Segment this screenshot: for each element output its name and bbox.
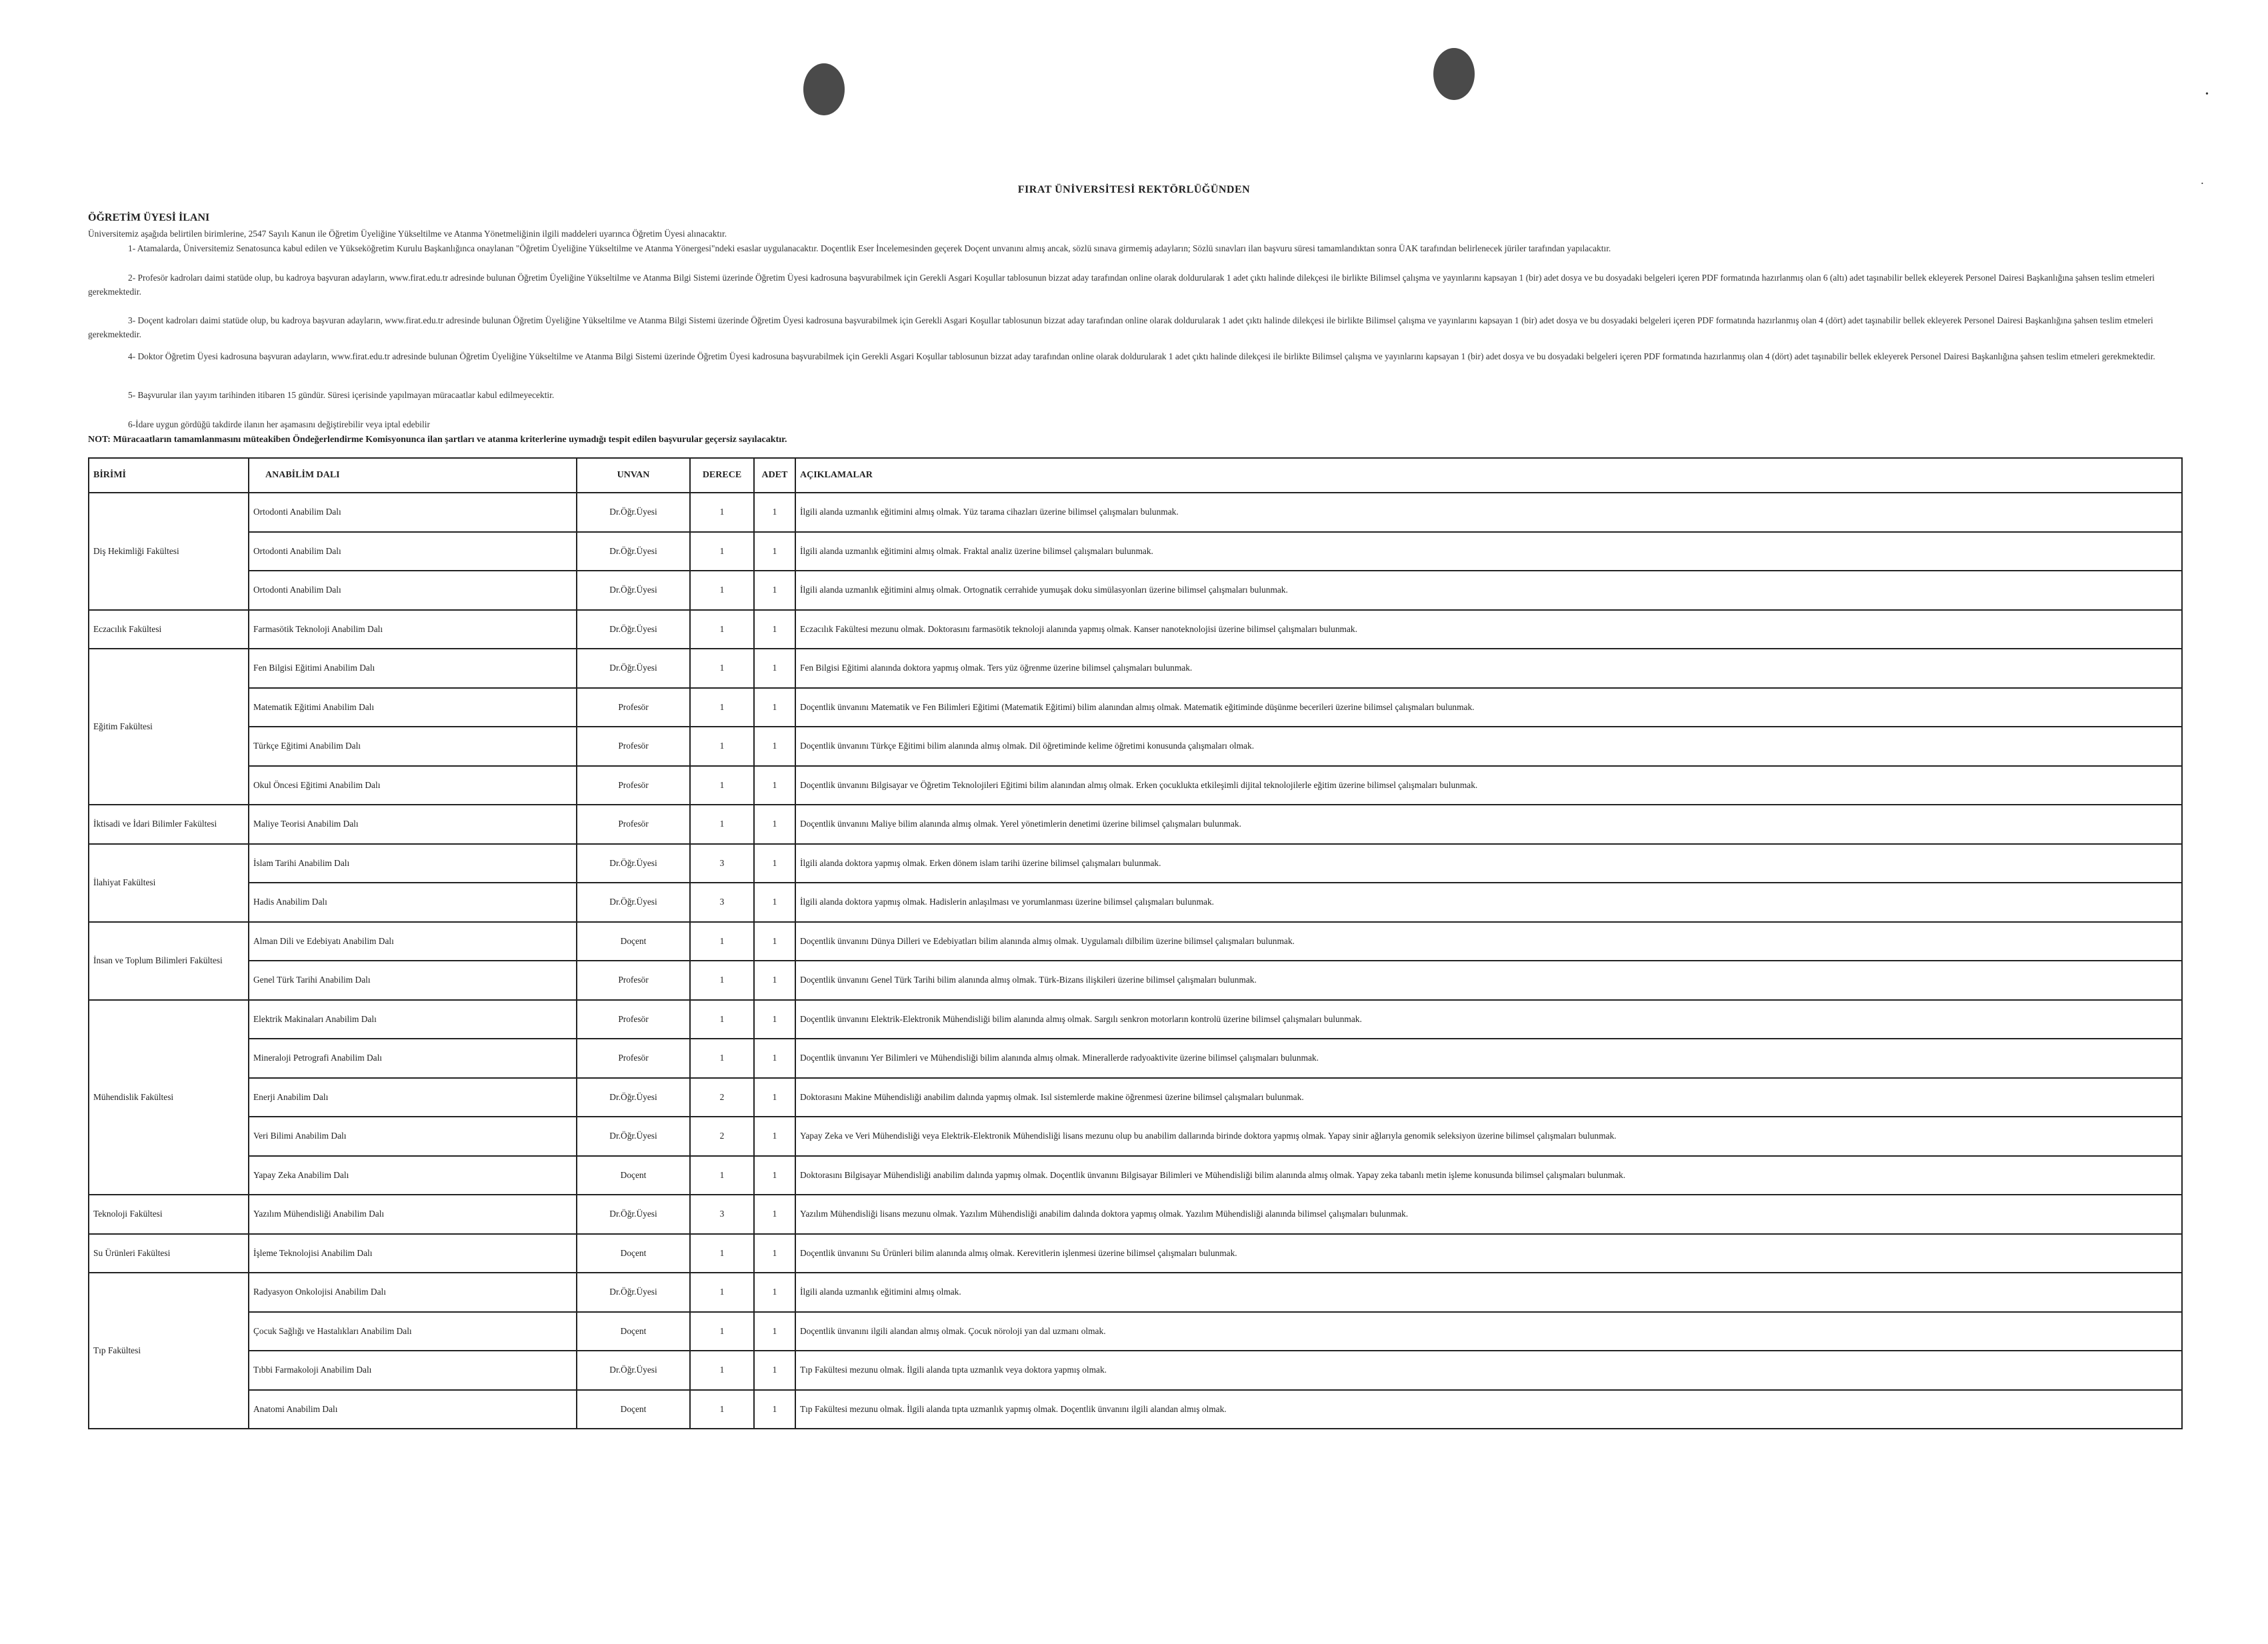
title-cell: Profesör	[577, 805, 690, 844]
department-cell: Farmasötik Teknoloji Anabilim Dalı	[249, 610, 577, 649]
department-cell: Genel Türk Tarihi Anabilim Dalı	[249, 961, 577, 1000]
table-row	[89, 1390, 2182, 1429]
unit-cell: Tıp Fakültesi	[89, 1273, 249, 1429]
header-title: UNVAN	[577, 458, 690, 493]
announcement-heading: ÖĞRETİM ÜYESİ İLANI	[88, 212, 210, 223]
rule-paragraph-4: 4- Doktor Öğretim Üyesi kadrosuna başvuran adayların, www.firat.edu.tr adresinde bulunan Öğretim Üyeliğine Yükseltilme ve Atanma Bilgi Sistemi üzerinde Öğretim Üyesi kadrosuna başvurabilmek için Gerekli Asgari Koşullar tablosunun bizzat aday tarafından online olarak doldurularak 1 adet çıktı halinde dilekçesi ile birlikte Bilimsel çalışma ve yayınlarını kapsayan 1 (bir) adet dosya ve bu dosyadaki belgeleri içeren PDF formatında hazırlanmış olan 4 (dört) adet taşınabilir bellek ekleyerek Personel Dairesi Başkanlığına şahsen teslim etmeleri gerekmektedir.	[128, 351, 2155, 361]
count-cell: 1	[754, 1117, 795, 1156]
table-row	[89, 883, 2182, 922]
table-row	[89, 493, 2182, 532]
title-cell: Dr.Öğr.Üyesi	[577, 493, 690, 532]
title-cell: Dr.Öğr.Üyesi	[577, 1351, 690, 1390]
description-cell: Fen Bilgisi Eğitimi alanında doktora yapmış olmak. Ters yüz öğrenme üzerine bilimsel çalışmaları bulunmak.	[795, 649, 2182, 688]
title-cell: Doçent	[577, 1234, 690, 1273]
count-cell: 1	[754, 727, 795, 766]
description-cell: Doçentlik ünvanını Matematik ve Fen Bilimleri Eğitimi (Matematik Eğitimi) bilim alanından almış olmak. Matematik eğitiminde düşünme becerileri üzerine bilimsel çalışmaları bulunmak.	[795, 688, 2182, 727]
count-cell: 1	[754, 1156, 795, 1195]
count-cell: 1	[754, 1039, 795, 1078]
degree-cell: 3	[690, 883, 754, 922]
rule-paragraph-5: 5- Başvurular ilan yayım tarihinden itibaren 15 gündür. Süresi içerisinde yapılmayan müracaatlar kabul edilmeyecektir.	[128, 390, 555, 400]
description-cell: Doçentlik ünvanını Su Ürünleri bilim alanında almış olmak. Kerevitlerin işlenmesi üzerine bilimsel çalışmaları bulunmak.	[795, 1234, 2182, 1273]
department-cell: Anatomi Anabilim Dalı	[249, 1390, 577, 1429]
table-row	[89, 922, 2182, 961]
title-cell: Doçent	[577, 922, 690, 961]
department-cell: Radyasyon Onkolojisi Anabilim Dalı	[249, 1273, 577, 1312]
header-count: ADET	[754, 458, 795, 493]
title-cell: Doçent	[577, 1156, 690, 1195]
unit-cell: Eğitim Fakültesi	[89, 649, 249, 805]
table-row	[89, 1078, 2182, 1117]
table-row	[89, 961, 2182, 1000]
description-cell: Yapay Zeka ve Veri Mühendisliği veya Elektrik-Elektronik Mühendisliği lisans mezunu olup bu anabilim dallarında birinde doktora yapmış olmak. Yapay sinir ağlarıyla genomik seleksiyon üzerine bilimsel çalışmaları bulunmak.	[795, 1117, 2182, 1156]
count-cell: 1	[754, 688, 795, 727]
department-cell: İslam Tarihi Anabilim Dalı	[249, 844, 577, 883]
degree-cell: 1	[690, 1390, 754, 1429]
table-body	[89, 493, 2182, 1429]
count-cell: 1	[754, 1078, 795, 1117]
department-cell: Yazılım Mühendisliği Anabilim Dalı	[249, 1195, 577, 1234]
unit-cell: Diş Hekimliği Fakültesi	[89, 493, 249, 610]
description-cell: Doçentlik ünvanını Genel Türk Tarihi bilim alanında almış olmak. Türk-Bizans ilişkileri üzerine bilimsel çalışmaları bulunmak.	[795, 961, 2182, 1000]
title-cell: Dr.Öğr.Üyesi	[577, 883, 690, 922]
degree-cell: 3	[690, 844, 754, 883]
table-row	[89, 805, 2182, 844]
title-cell: Dr.Öğr.Üyesi	[577, 1273, 690, 1312]
degree-cell: 1	[690, 1156, 754, 1195]
unit-cell: İktisadi ve İdari Bilimler Fakültesi	[89, 805, 249, 844]
unit-cell: Teknoloji Fakültesi	[89, 1195, 249, 1234]
degree-cell: 1	[690, 1351, 754, 1390]
scan-mark: ˙	[2200, 180, 2205, 195]
title-cell: Profesör	[577, 766, 690, 805]
table-row	[89, 1039, 2182, 1078]
description-cell: İlgili alanda doktora yapmış olmak. Hadislerin anlaşılması ve yorumlanması üzerine bilimsel çalışmaları bulunmak.	[795, 883, 2182, 922]
table-row	[89, 1195, 2182, 1234]
rule-paragraph-6: 6-İdare uygun gördüğü takdirde ilanın her aşamasını değiştirebilir veya iptal edebilir	[128, 419, 430, 429]
description-cell: İlgili alanda uzmanlık eğitimini almış olmak. Fraktal analiz üzerine bilimsel çalışmaları bulunmak.	[795, 532, 2182, 571]
table-row	[89, 766, 2182, 805]
department-cell: Ortodonti Anabilim Dalı	[249, 571, 577, 610]
unit-cell: Mühendislik Fakültesi	[89, 1000, 249, 1195]
description-cell: İlgili alanda uzmanlık eğitimini almış olmak. Yüz tarama cihazları üzerine bilimsel çalışmaları bulunmak.	[795, 493, 2182, 532]
department-cell: Mineraloji Petrografi Anabilim Dalı	[249, 1039, 577, 1078]
unit-cell: Su Ürünleri Fakültesi	[89, 1234, 249, 1273]
count-cell: 1	[754, 844, 795, 883]
header-department: ANABİLİM DALI	[249, 458, 577, 493]
count-cell: 1	[754, 1312, 795, 1351]
degree-cell: 2	[690, 1078, 754, 1117]
department-cell: Matematik Eğitimi Anabilim Dalı	[249, 688, 577, 727]
count-cell: 1	[754, 493, 795, 532]
department-cell: Maliye Teorisi Anabilim Dalı	[249, 805, 577, 844]
description-cell: Doçentlik ünvanını Yer Bilimleri ve Mühendisliği bilim alanında almış olmak. Minerallerde radyoaktivite üzerine bilimsel çalışmaları bulunmak.	[795, 1039, 2182, 1078]
scan-mark: •	[2205, 89, 2209, 99]
department-cell: Fen Bilgisi Eğitimi Anabilim Dalı	[249, 649, 577, 688]
description-cell: Eczacılık Fakültesi mezunu olmak. Doktorasını farmasötik teknoloji alanında yapmış olmak. Kanser nanoteknolojisi üzerine bilimsel çalışmaları bulunmak.	[795, 610, 2182, 649]
header-description: AÇIKLAMALAR	[795, 458, 2182, 493]
title-cell: Profesör	[577, 961, 690, 1000]
degree-cell: 1	[690, 727, 754, 766]
table-row	[89, 649, 2182, 688]
rule-paragraph-1: 1- Atamalarda, Üniversitemiz Senatosunca kabul edilen ve Yükseköğretim Kurulu Başkanlığınca onaylanan "Öğretim Üyeliğine Yükseltilme ve Atanma Yönergesi"ndeki esaslar uygulanacaktır. Doçentlik Eser İncelemesinden geçerek Doçent unvanını almış ancak, sözlü sınava girmemiş adayların; Sözlü sınavları ilan başvuru süresi tamamlandıktan sonra ÜAK tarafından belirlenecek jüriler tarafından yapılacaktır.	[128, 243, 1611, 253]
unit-cell: Eczacılık Fakültesi	[89, 610, 249, 649]
rule-paragraph-2: 2- Profesör kadroları daimi statüde olup, bu kadroya başvuran adayların, www.firat.edu.tr adresinde bulunan Öğretim Üyeliğine Yükseltilme ve Atanma Bilgi Sistemi üzerinde Öğretim Üyesi kadrosuna başvurabilmek için Gerekli Asgari Koşullar tablosunun bizzat aday tarafından online olarak doldurularak 1 adet çıktı halinde dilekçesi ile birlikte Bilimsel çalışma ve yayınlarını kapsayan 1 (bir) adet dosya ve bu dosyadaki belgeleri içeren PDF formatında hazırlanmış olan 6 (altı) adet taşınabilir bellek ekleyerek Personel Dairesi Başkanlığına şahsen teslim etmeleri gerekmektedir.	[88, 273, 2155, 297]
count-cell: 1	[754, 1273, 795, 1312]
count-cell: 1	[754, 1390, 795, 1429]
department-cell: Çocuk Sağlığı ve Hastalıkları Anabilim Dalı	[249, 1312, 577, 1351]
table-row	[89, 1234, 2182, 1273]
unit-cell: İlahiyat Fakültesi	[89, 844, 249, 922]
table-row	[89, 1312, 2182, 1351]
table-row	[89, 1273, 2182, 1312]
note-text: NOT: Müracaatların tamamlanmasını müteakiben Öndeğerlendirme Komisyonunca ilan şartları ve atanma kriterlerine uymadığı tespit edilen başvurular geçersiz sayılacaktır.	[88, 435, 787, 445]
header-degree: DERECE	[690, 458, 754, 493]
count-cell: 1	[754, 1195, 795, 1234]
count-cell: 1	[754, 805, 795, 844]
description-cell: Doçentlik ünvanını Bilgisayar ve Öğretim Teknolojileri Eğitimi bilim alanından almış olmak. Erken çocuklukta etkileşimli dijital teknolojilerle eğitim üzerine bilimsel çalışmaları bulunmak.	[795, 766, 2182, 805]
degree-cell: 1	[690, 1273, 754, 1312]
description-cell: Doçentlik ünvanını ilgili alandan almış olmak. Çocuk nöroloji yan dal uzmanı olmak.	[795, 1312, 2182, 1351]
degree-cell: 1	[690, 1234, 754, 1273]
title-cell: Doçent	[577, 1312, 690, 1351]
title-cell: Dr.Öğr.Üyesi	[577, 1078, 690, 1117]
department-cell: Elektrik Makinaları Anabilim Dalı	[249, 1000, 577, 1039]
degree-cell: 2	[690, 1117, 754, 1156]
department-cell: Enerji Anabilim Dalı	[249, 1078, 577, 1117]
description-cell: Doçentlik ünvanını Elektrik-Elektronik Mühendisliği bilim alanında almış olmak. Sargılı senkron motorların kontrolü üzerine bilimsel çalışmaları bulunmak.	[795, 1000, 2182, 1039]
department-cell: İşleme Teknolojisi Anabilim Dalı	[249, 1234, 577, 1273]
degree-cell: 3	[690, 1195, 754, 1234]
title-cell: Dr.Öğr.Üyesi	[577, 532, 690, 571]
degree-cell: 1	[690, 1039, 754, 1078]
count-cell: 1	[754, 1000, 795, 1039]
count-cell: 1	[754, 1351, 795, 1390]
table-row	[89, 688, 2182, 727]
intro-paragraph: Üniversitemiz aşağıda belirtilen birimlerine, 2547 Sayılı Kanun ile Öğretim Üyeliğine Yükseltilme ve Atanma Yönetmeliğinin ilgili maddeleri uyarınca Öğretim Üyesi alınacaktır.	[88, 229, 727, 239]
count-cell: 1	[754, 961, 795, 1000]
count-cell: 1	[754, 649, 795, 688]
department-cell: Tıbbi Farmakoloji Anabilim Dalı	[249, 1351, 577, 1390]
department-cell: Veri Bilimi Anabilim Dalı	[249, 1117, 577, 1156]
degree-cell: 1	[690, 766, 754, 805]
degree-cell: 1	[690, 493, 754, 532]
positions-table	[88, 457, 2183, 1429]
description-cell: Doktorasını Makine Mühendisliği anabilim dalında yapmış olmak. Isıl sistemlerde makine öğrenmesi üzerine bilimsel çalışmaları bulunmak.	[795, 1078, 2182, 1117]
punch-hole-right	[1433, 48, 1475, 100]
count-cell: 1	[754, 532, 795, 571]
rule-paragraph-3: 3- Doçent kadroları daimi statüde olup, bu kadroya başvuran adayların, www.firat.edu.tr adresinde bulunan Öğretim Üyeliğine Yükseltilme ve Atanma Bilgi Sistemi üzerinde Öğretim Üyesi kadrosuna başvurabilmek için Gerekli Asgari Koşullar tablosunun bizzat aday tarafından online olarak doldurularak 1 adet çıktı halinde dilekçesi ile birlikte Bilimsel çalışma ve yayınlarını kapsayan 1 (bir) adet dosya ve bu dosyadaki belgeleri içeren PDF formatında hazırlanmış olan 4 (dört) adet taşınabilir bellek ekleyerek Personel Dairesi Başkanlığına şahsen teslim etmeleri gerekmektedir.	[88, 315, 2153, 339]
description-cell: Doçentlik ünvanını Dünya Dilleri ve Edebiyatları bilim alanında almış olmak. Uygulamalı dilbilim üzerine bilimsel çalışmaları bulunmak.	[795, 922, 2182, 961]
table-row	[89, 1000, 2182, 1039]
description-cell: Tıp Fakültesi mezunu olmak. İlgili alanda tıpta uzmanlık veya doktora yapmış olmak.	[795, 1351, 2182, 1390]
department-cell: Hadis Anabilim Dalı	[249, 883, 577, 922]
count-cell: 1	[754, 766, 795, 805]
table-row	[89, 727, 2182, 766]
title-cell: Profesör	[577, 1039, 690, 1078]
table-row	[89, 1117, 2182, 1156]
header-unit: BİRİMİ	[89, 458, 249, 493]
description-cell: Doçentlik ünvanını Maliye bilim alanında almış olmak. Yerel yönetimlerin denetimi üzerine bilimsel çalışmaları bulunmak.	[795, 805, 2182, 844]
title-cell: Dr.Öğr.Üyesi	[577, 571, 690, 610]
department-cell: Türkçe Eğitimi Anabilim Dalı	[249, 727, 577, 766]
description-cell: Tıp Fakültesi mezunu olmak. İlgili alanda tıpta uzmanlık yapmış olmak. Doçentlik ünvanını ilgili alandan almış olmak.	[795, 1390, 2182, 1429]
description-cell: İlgili alanda uzmanlık eğitimini almış olmak. Ortognatik cerrahide yumuşak doku simülasyonları üzerine bilimsel çalışmaları bulunmak.	[795, 571, 2182, 610]
department-cell: Alman Dili ve Edebiyatı Anabilim Dalı	[249, 922, 577, 961]
degree-cell: 1	[690, 688, 754, 727]
degree-cell: 1	[690, 922, 754, 961]
degree-cell: 1	[690, 805, 754, 844]
degree-cell: 1	[690, 649, 754, 688]
degree-cell: 1	[690, 610, 754, 649]
description-cell: Yazılım Mühendisliği lisans mezunu olmak. Yazılım Mühendisliği anabilim dalında doktora yapmış olmak. Yazılım Mühendisliği alanında bilimsel çalışmaları bulunmak.	[795, 1195, 2182, 1234]
count-cell: 1	[754, 883, 795, 922]
degree-cell: 1	[690, 571, 754, 610]
table-row	[89, 1351, 2182, 1390]
punch-hole-left	[803, 63, 845, 115]
title-cell: Profesör	[577, 727, 690, 766]
degree-cell: 1	[690, 961, 754, 1000]
department-cell: Ortodonti Anabilim Dalı	[249, 493, 577, 532]
title-cell: Profesör	[577, 1000, 690, 1039]
count-cell: 1	[754, 571, 795, 610]
department-cell: Okul Öncesi Eğitimi Anabilim Dalı	[249, 766, 577, 805]
title-cell: Dr.Öğr.Üyesi	[577, 610, 690, 649]
title-cell: Doçent	[577, 1390, 690, 1429]
table-header-row	[89, 458, 2182, 493]
title-cell: Dr.Öğr.Üyesi	[577, 1195, 690, 1234]
department-cell: Ortodonti Anabilim Dalı	[249, 532, 577, 571]
table-row	[89, 610, 2182, 649]
count-cell: 1	[754, 1234, 795, 1273]
table-row	[89, 571, 2182, 610]
page-title: FIRAT ÜNİVERSİTESİ REKTÖRLÜĞÜNDEN	[1017, 184, 1251, 195]
department-cell: Yapay Zeka Anabilim Dalı	[249, 1156, 577, 1195]
degree-cell: 1	[690, 1312, 754, 1351]
title-cell: Dr.Öğr.Üyesi	[577, 844, 690, 883]
title-cell: Profesör	[577, 688, 690, 727]
title-cell: Dr.Öğr.Üyesi	[577, 649, 690, 688]
table-row	[89, 1156, 2182, 1195]
description-cell: Doktorasını Bilgisayar Mühendisliği anabilim dalında yapmış olmak. Doçentlik ünvanını Bilgisayar Bilimleri ve Mühendisliği bilim alanında almış olmak. Yapay zeka tabanlı metin işleme konusunda bilimsel çalışmaları bulunmak.	[795, 1156, 2182, 1195]
description-cell: Doçentlik ünvanını Türkçe Eğitimi bilim alanında almış olmak. Dil öğretiminde kelime öğretimi konusunda çalışmaları olmak.	[795, 727, 2182, 766]
description-cell: İlgili alanda uzmanlık eğitimini almış olmak.	[795, 1273, 2182, 1312]
unit-cell: İnsan ve Toplum Bilimleri Fakültesi	[89, 922, 249, 1000]
table-row	[89, 844, 2182, 883]
count-cell: 1	[754, 922, 795, 961]
description-cell: İlgili alanda doktora yapmış olmak. Erken dönem islam tarihi üzerine bilimsel çalışmaları bulunmak.	[795, 844, 2182, 883]
count-cell: 1	[754, 610, 795, 649]
title-cell: Dr.Öğr.Üyesi	[577, 1117, 690, 1156]
table-row	[89, 532, 2182, 571]
degree-cell: 1	[690, 532, 754, 571]
degree-cell: 1	[690, 1000, 754, 1039]
